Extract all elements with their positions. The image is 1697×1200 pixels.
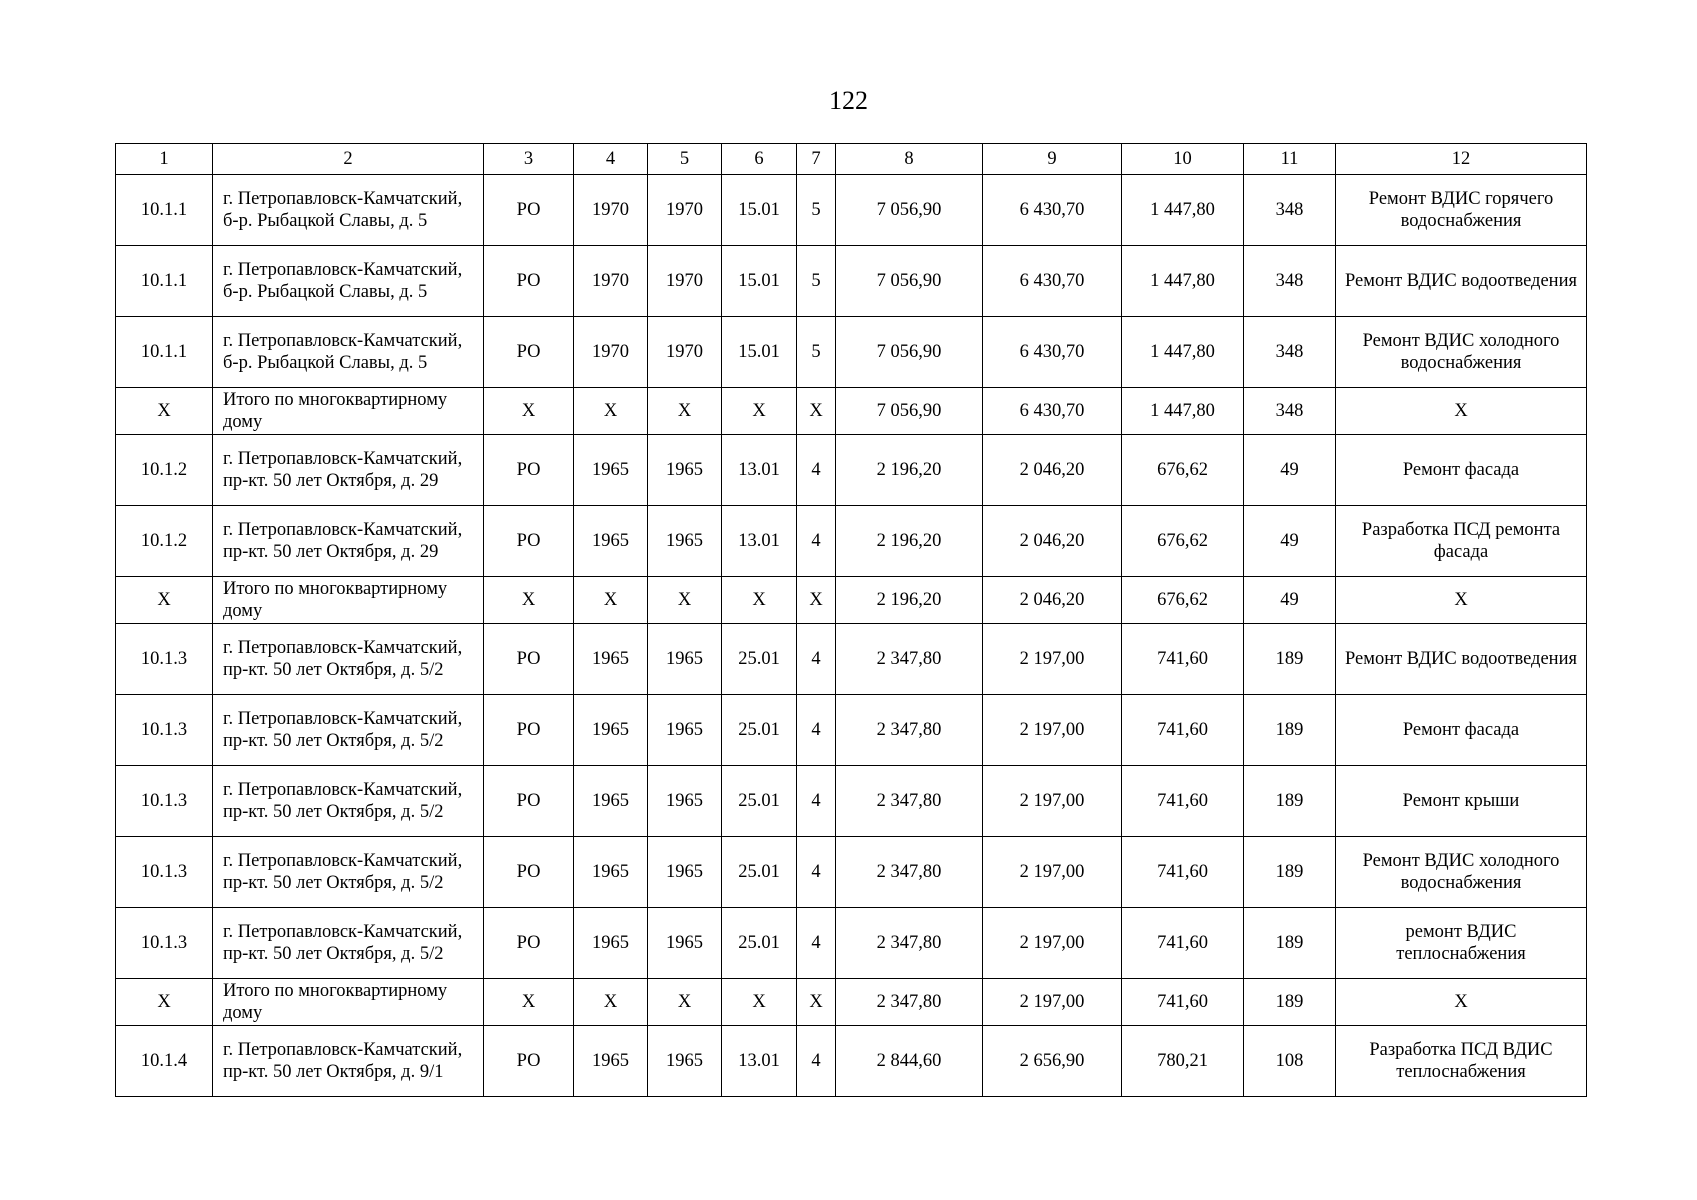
cell-year-overhaul: 25.01 [722,837,797,908]
cell-year-commissioned: 1965 [648,908,722,979]
cell-floors: 4 [797,624,836,695]
cell-work-type: X [1336,979,1587,1026]
cell-nonliving-area: 741,60 [1122,695,1244,766]
cell-living-area: 2 046,20 [983,577,1122,624]
cell-floors: 4 [797,837,836,908]
cell-item-number: 10.1.2 [116,506,213,577]
cell-nonliving-area: 741,60 [1122,837,1244,908]
column-number-8: 8 [836,144,983,175]
cell-item-number: 10.1.2 [116,435,213,506]
cell-living-area: 6 430,70 [983,388,1122,435]
cell-residents: 189 [1244,837,1336,908]
cell-owner-type: РО [484,908,574,979]
cell-item-number: 10.1.3 [116,766,213,837]
cell-work-type: Ремонт фасада [1336,435,1587,506]
table-row [116,175,1587,246]
cell-year-built: 1965 [574,695,648,766]
column-number-2: 2 [213,144,484,175]
cell-owner-type: X [484,388,574,435]
cell-residents: 189 [1244,908,1336,979]
table-row [116,1026,1587,1097]
cell-residents: 189 [1244,695,1336,766]
column-number-1: 1 [116,144,213,175]
cell-year-built: X [574,979,648,1026]
cell-total-area: 2 347,80 [836,766,983,837]
cell-total-area: 2 347,80 [836,624,983,695]
cell-residents: 49 [1244,435,1336,506]
column-number-3: 3 [484,144,574,175]
cell-work-type: X [1336,388,1587,435]
cell-address: г. Петропавловск-Камчатский, пр-кт. 50 лет Октября, д. 5/2 [213,624,484,695]
cell-floors: 5 [797,317,836,388]
cell-floors: 4 [797,766,836,837]
column-number-4: 4 [574,144,648,175]
table-row [116,624,1587,695]
cell-living-area: 2 197,00 [983,695,1122,766]
cell-address: г. Петропавловск-Камчатский, пр-кт. 50 лет Октября, д. 5/2 [213,837,484,908]
cell-floors: 5 [797,246,836,317]
total-row [116,979,1587,1026]
cell-owner-type: РО [484,837,574,908]
cell-year-overhaul: 25.01 [722,766,797,837]
cell-work-type: X [1336,577,1587,624]
cell-work-type: Ремонт ВДИС горячего водоснабжения [1336,175,1587,246]
cell-year-overhaul: 13.01 [722,506,797,577]
cell-nonliving-area: 741,60 [1122,624,1244,695]
cell-nonliving-area: 780,21 [1122,1026,1244,1097]
cell-address: г. Петропавловск-Камчатский, пр-кт. 50 лет Октября, д. 29 [213,435,484,506]
cell-address: г. Петропавловск-Камчатский, пр-кт. 50 лет Октября, д. 5/2 [213,766,484,837]
cell-total-area: 2 347,80 [836,695,983,766]
cell-living-area: 6 430,70 [983,175,1122,246]
cell-year-overhaul: 15.01 [722,246,797,317]
cell-year-commissioned: 1965 [648,1026,722,1097]
cell-total-area: 2 196,20 [836,506,983,577]
cell-total-area: 2 347,80 [836,979,983,1026]
cell-work-type: Ремонт ВДИС холодного водоснабжения [1336,317,1587,388]
cell-work-type: Ремонт фасада [1336,695,1587,766]
cell-year-built: X [574,577,648,624]
cell-total-area: 2 347,80 [836,908,983,979]
cell-item-number: 10.1.3 [116,837,213,908]
cell-address: г. Петропавловск-Камчатский, пр-кт. 50 лет Октября, д. 5/2 [213,908,484,979]
cell-year-commissioned: 1965 [648,837,722,908]
cell-nonliving-area: 741,60 [1122,979,1244,1026]
cell-total-area: 7 056,90 [836,246,983,317]
column-number-6: 6 [722,144,797,175]
cell-owner-type: РО [484,246,574,317]
cell-floors: 4 [797,1026,836,1097]
cell-item-number: 10.1.3 [116,624,213,695]
cell-item-number: X [116,388,213,435]
cell-year-built: 1965 [574,624,648,695]
page-number: 122 [829,86,868,115]
cell-floors: X [797,979,836,1026]
cell-year-overhaul: X [722,388,797,435]
cell-total-area: 7 056,90 [836,175,983,246]
table-row [116,695,1587,766]
cell-living-area: 2 656,90 [983,1026,1122,1097]
cell-address: г. Петропавловск-Камчатский, б-р. Рыбацкой Славы, д. 5 [213,317,484,388]
cell-item-number: 10.1.1 [116,317,213,388]
cell-owner-type: РО [484,624,574,695]
cell-living-area: 2 046,20 [983,435,1122,506]
cell-year-commissioned: 1970 [648,317,722,388]
cell-total-area: 2 844,60 [836,1026,983,1097]
cell-work-type: Разработка ПСД ремонта фасада [1336,506,1587,577]
cell-year-overhaul: 13.01 [722,435,797,506]
cell-year-overhaul: 13.01 [722,1026,797,1097]
cell-year-built: 1965 [574,506,648,577]
cell-year-commissioned: X [648,577,722,624]
cell-living-area: 2 197,00 [983,837,1122,908]
cell-item-number: X [116,577,213,624]
cell-nonliving-area: 741,60 [1122,908,1244,979]
column-number-5: 5 [648,144,722,175]
column-number-12: 12 [1336,144,1587,175]
cell-total-area: 2 196,20 [836,435,983,506]
cell-residents: 348 [1244,388,1336,435]
column-number-7: 7 [797,144,836,175]
cell-residents: 189 [1244,979,1336,1026]
table-row [116,506,1587,577]
cell-year-overhaul: 25.01 [722,695,797,766]
cell-living-area: 2 197,00 [983,908,1122,979]
cell-residents: 108 [1244,1026,1336,1097]
cell-year-commissioned: 1965 [648,695,722,766]
cell-residents: 189 [1244,766,1336,837]
cell-year-overhaul: X [722,979,797,1026]
cell-year-built: 1965 [574,837,648,908]
cell-living-area: 2 046,20 [983,506,1122,577]
cell-owner-type: РО [484,435,574,506]
cell-owner-type: РО [484,175,574,246]
table-row [116,317,1587,388]
cell-year-built: 1970 [574,246,648,317]
table-body [116,144,1587,1097]
cell-year-built: 1965 [574,435,648,506]
cell-residents: 49 [1244,577,1336,624]
table-row [116,766,1587,837]
cell-living-area: 6 430,70 [983,317,1122,388]
cell-floors: 4 [797,506,836,577]
total-row [116,577,1587,624]
cell-year-commissioned: 1965 [648,435,722,506]
cell-floors: 4 [797,908,836,979]
column-number-9: 9 [983,144,1122,175]
cell-residents: 348 [1244,246,1336,317]
cell-year-commissioned: X [648,388,722,435]
cell-year-overhaul: X [722,577,797,624]
cell-item-number: 10.1.1 [116,246,213,317]
cell-nonliving-area: 1 447,80 [1122,175,1244,246]
cell-floors: X [797,388,836,435]
cell-year-built: X [574,388,648,435]
cell-floors: X [797,577,836,624]
table-row [116,837,1587,908]
cell-work-type: Ремонт ВДИС водоотведения [1336,246,1587,317]
cell-residents: 348 [1244,317,1336,388]
cell-year-overhaul: 15.01 [722,317,797,388]
cell-year-commissioned: X [648,979,722,1026]
cell-owner-type: РО [484,1026,574,1097]
cell-item-number: 10.1.3 [116,695,213,766]
cell-year-commissioned: 1965 [648,766,722,837]
cell-total-area: 2 347,80 [836,837,983,908]
cell-address: Итого по многоквартирному дому [213,577,484,624]
table-row [116,908,1587,979]
cell-year-commissioned: 1965 [648,506,722,577]
cell-living-area: 2 197,00 [983,979,1122,1026]
cell-work-type: Ремонт крыши [1336,766,1587,837]
cell-owner-type: РО [484,766,574,837]
cell-address: Итого по многоквартирному дому [213,388,484,435]
cell-year-overhaul: 25.01 [722,908,797,979]
column-number-row [116,144,1587,175]
cell-year-commissioned: 1970 [648,246,722,317]
cell-nonliving-area: 676,62 [1122,435,1244,506]
cell-owner-type: РО [484,317,574,388]
cell-item-number: X [116,979,213,1026]
cell-nonliving-area: 1 447,80 [1122,246,1244,317]
cell-floors: 5 [797,175,836,246]
cell-work-type: Разработка ПСД ВДИС теплоснабжения [1336,1026,1587,1097]
total-row [116,388,1587,435]
cell-work-type: Ремонт ВДИС водоотведения [1336,624,1587,695]
column-number-10: 10 [1122,144,1244,175]
cell-address: г. Петропавловск-Камчатский, б-р. Рыбацкой Славы, д. 5 [213,246,484,317]
cell-total-area: 7 056,90 [836,317,983,388]
cell-nonliving-area: 676,62 [1122,506,1244,577]
cell-year-built: 1965 [574,766,648,837]
cell-work-type: Ремонт ВДИС холодного водоснабжения [1336,837,1587,908]
cell-nonliving-area: 741,60 [1122,766,1244,837]
cell-address: Итого по многоквартирному дому [213,979,484,1026]
cell-total-area: 2 196,20 [836,577,983,624]
cell-living-area: 2 197,00 [983,766,1122,837]
cell-year-built: 1965 [574,1026,648,1097]
cell-owner-type: РО [484,695,574,766]
cell-floors: 4 [797,435,836,506]
cell-address: г. Петропавловск-Камчатский, пр-кт. 50 лет Октября, д. 5/2 [213,695,484,766]
cell-floors: 4 [797,695,836,766]
cell-owner-type: X [484,979,574,1026]
cell-nonliving-area: 676,62 [1122,577,1244,624]
cell-residents: 189 [1244,624,1336,695]
cell-address: г. Петропавловск-Камчатский, пр-кт. 50 лет Октября, д. 9/1 [213,1026,484,1097]
cell-address: г. Петропавловск-Камчатский, б-р. Рыбацкой Славы, д. 5 [213,175,484,246]
table-row [116,435,1587,506]
cell-nonliving-area: 1 447,80 [1122,317,1244,388]
cell-residents: 49 [1244,506,1336,577]
table-row [116,246,1587,317]
column-number-11: 11 [1244,144,1336,175]
cell-item-number: 10.1.3 [116,908,213,979]
cell-nonliving-area: 1 447,80 [1122,388,1244,435]
cell-living-area: 2 197,00 [983,624,1122,695]
cell-work-type: ремонт ВДИС теплоснабжения [1336,908,1587,979]
repair-program-table [115,143,1587,1097]
cell-owner-type: РО [484,506,574,577]
cell-year-built: 1970 [574,317,648,388]
cell-item-number: 10.1.1 [116,175,213,246]
cell-year-built: 1965 [574,908,648,979]
cell-year-built: 1970 [574,175,648,246]
cell-residents: 348 [1244,175,1336,246]
cell-year-commissioned: 1970 [648,175,722,246]
cell-year-overhaul: 15.01 [722,175,797,246]
cell-living-area: 6 430,70 [983,246,1122,317]
cell-year-overhaul: 25.01 [722,624,797,695]
cell-item-number: 10.1.4 [116,1026,213,1097]
cell-total-area: 7 056,90 [836,388,983,435]
cell-owner-type: X [484,577,574,624]
cell-address: г. Петропавловск-Камчатский, пр-кт. 50 лет Октября, д. 29 [213,506,484,577]
cell-year-commissioned: 1965 [648,624,722,695]
